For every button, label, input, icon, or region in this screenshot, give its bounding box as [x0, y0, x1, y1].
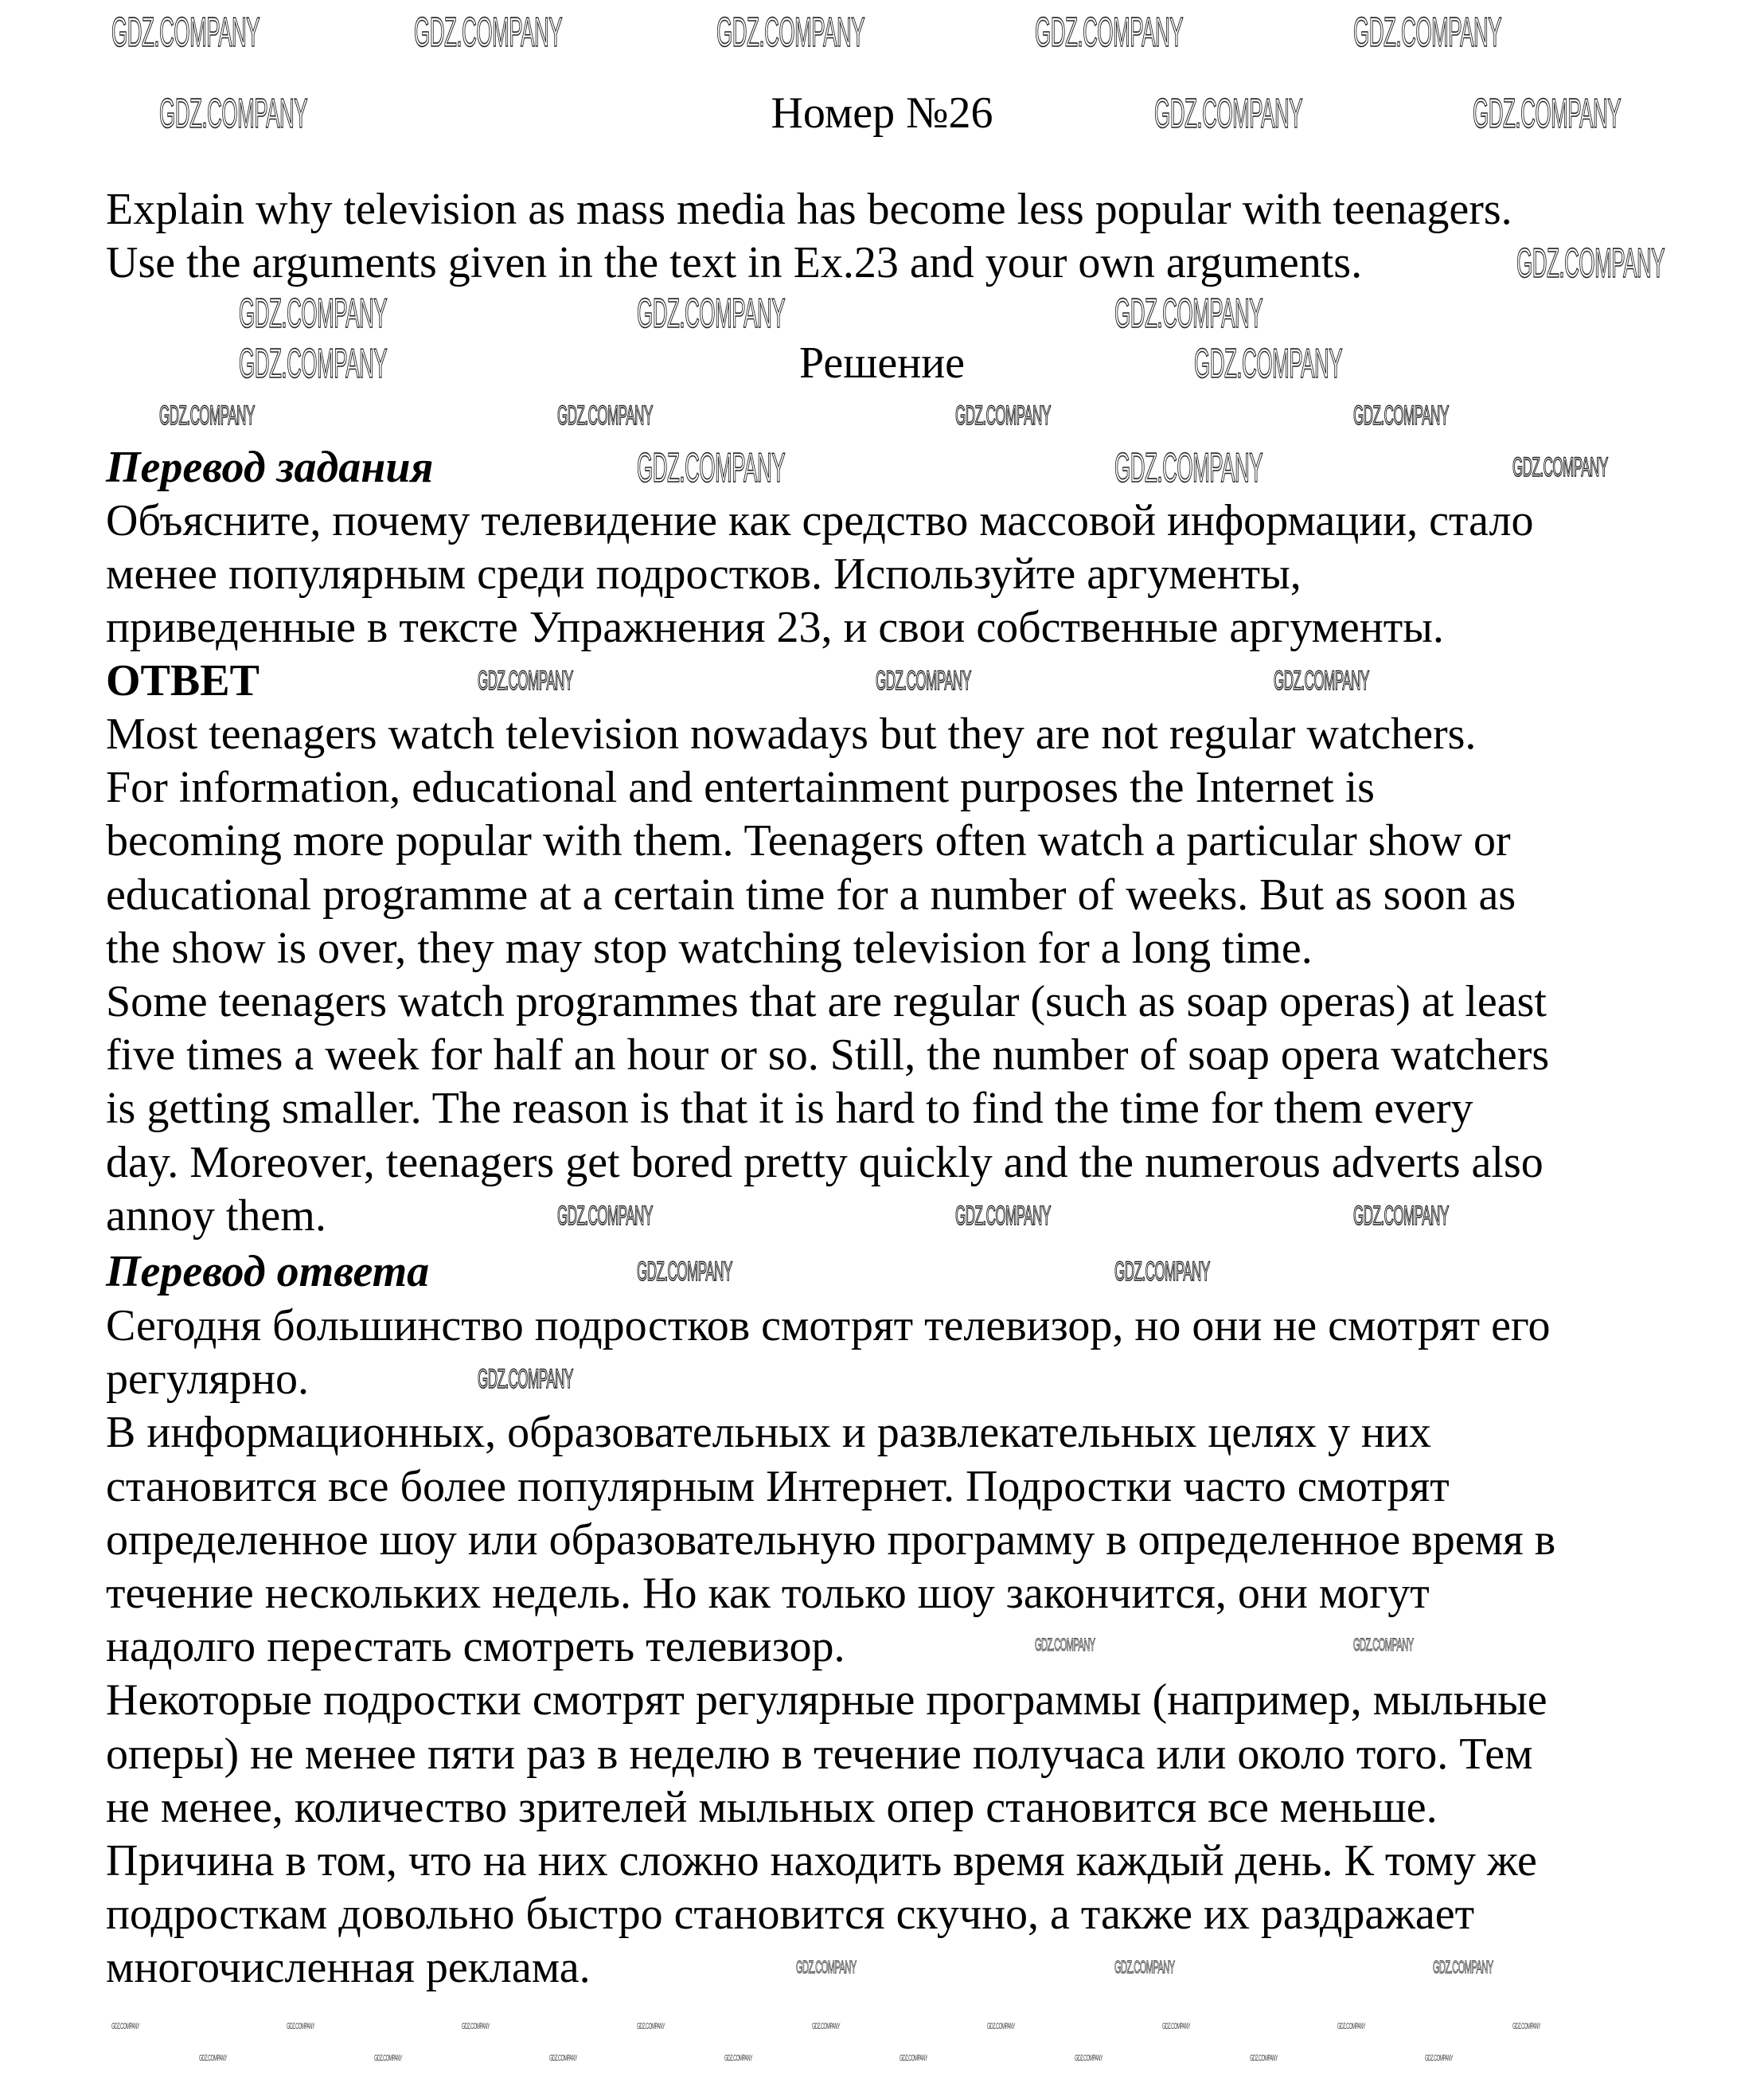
watermark: GDZ.COMPANY: [812, 2022, 841, 2031]
watermark: GDZ.COMPANY: [796, 1957, 857, 1977]
task-translation-heading: Перевод задания: [106, 443, 434, 492]
watermark: GDZ.COMPANY: [1114, 1957, 1175, 1977]
watermark: GDZ.COMPANY: [199, 2054, 228, 2063]
watermark: GDZ.COMPANY: [637, 2022, 665, 2031]
watermark: GDZ.COMPANY: [1114, 445, 1263, 491]
task-line: Explain why television as mass media has become less popular with teenagers.: [106, 185, 1512, 234]
answer-line: becoming more popular with them. Teenagers often watch a particular show or: [106, 816, 1511, 866]
watermark: GDZ.COMPANY: [1512, 452, 1608, 483]
watermark: GDZ.COMPANY: [287, 2022, 315, 2031]
watermark: GDZ.COMPANY: [1353, 1635, 1414, 1655]
watermark: GDZ.COMPANY: [1114, 291, 1263, 337]
watermark: GDZ.COMPANY: [239, 291, 388, 337]
task-translation-line: приведенные в тексте Упражнения 23, и свои собственные аргументы.: [106, 603, 1444, 653]
answer-line: Most teenagers watch television nowadays but they are not regular watchers.: [106, 709, 1477, 759]
watermark: GDZ.COMPANY: [724, 2054, 753, 2063]
watermark: GDZ.COMPANY: [876, 666, 971, 696]
watermark: GDZ.COMPANY: [478, 1364, 573, 1394]
watermark: GDZ.COMPANY: [414, 10, 563, 56]
answer-translation-line: надолго перестать смотреть телевизор.: [106, 1622, 845, 1672]
answer-translation-line: В информационных, образовательных и развлекательных целях у них: [106, 1408, 1431, 1458]
watermark: GDZ.COMPANY: [374, 2054, 403, 2063]
watermark: GDZ.COMPANY: [1337, 2022, 1366, 2031]
watermark: GDZ.COMPANY: [239, 341, 388, 387]
watermark: GDZ.COMPANY: [955, 1201, 1051, 1231]
watermark: GDZ.COMPANY: [1162, 2022, 1191, 2031]
watermark: GDZ.COMPANY: [637, 445, 786, 491]
watermark: GDZ.COMPANY: [637, 1256, 732, 1287]
answer-translation-line: течение нескольких недель. Но как только шоу закончится, они могут: [106, 1569, 1430, 1618]
watermark: GDZ.COMPANY: [1194, 341, 1343, 387]
answer-line: annoy them.: [106, 1190, 326, 1241]
answer-line: educational programme at a certain time for a number of weeks. But as soon as: [106, 870, 1516, 920]
task-translation-line: Объясните, почему телевидение как средство массовой информации, стало: [106, 496, 1534, 545]
answer-translation-line: определенное шоу или образовательную программу в определенное время в: [106, 1514, 1556, 1565]
watermark: GDZ.COMPANY: [557, 401, 653, 431]
page-title: Номер №26: [771, 88, 993, 138]
watermark: GDZ.COMPANY: [159, 401, 255, 431]
watermark: GDZ.COMPANY: [159, 91, 308, 137]
answer-line: the show is over, they may stop watching television for a long time.: [106, 923, 1313, 973]
watermark: GDZ.COMPANY: [1035, 10, 1184, 56]
answer-translation-heading: Перевод ответа: [106, 1247, 430, 1296]
watermark: GDZ.COMPANY: [1114, 1256, 1210, 1287]
answer-line: Some teenagers watch programmes that are regular (such as soap operas) at least: [106, 977, 1547, 1026]
watermark: GDZ.COMPANY: [1250, 2054, 1278, 2063]
solution-heading: Решение: [798, 338, 966, 388]
answer-translation-line: оперы) не менее пяти раз в неделю в течение получаса или около того. Тем: [106, 1729, 1533, 1779]
watermark: GDZ.COMPANY: [716, 10, 865, 56]
answer-translation-line: становится все более популярным Интернет. Подростки часто смотрят: [106, 1461, 1450, 1511]
answer-translation-line: Некоторые подростки смотрят регулярные программы (например, мыльные: [106, 1675, 1547, 1725]
watermark: GDZ.COMPANY: [955, 401, 1051, 431]
answer-translation-line: регулярно.: [106, 1354, 310, 1405]
watermark: GDZ.COMPANY: [478, 666, 573, 696]
watermark: GDZ.COMPANY: [549, 2054, 578, 2063]
watermark: GDZ.COMPANY: [111, 2022, 140, 2031]
watermark: GDZ.COMPANY: [1154, 91, 1303, 137]
watermark: GDZ.COMPANY: [1512, 2022, 1541, 2031]
watermark: GDZ.COMPANY: [1473, 91, 1622, 137]
answer-line: For information, educational and entertainment purposes the Internet is: [106, 763, 1375, 813]
answer-translation-line: Причина в том, что на них сложно находить время каждый день. К тому же: [106, 1836, 1537, 1886]
answer-translation-line: Сегодня большинство подростков смотрят телевизор, но они не смотрят его: [106, 1301, 1551, 1350]
answer-translation-line: не менее, количество зрителей мыльных опер становится все меньше.: [106, 1782, 1438, 1832]
watermark: GDZ.COMPANY: [1516, 240, 1665, 287]
watermark: GDZ.COMPANY: [1075, 2054, 1103, 2063]
answer-translation-line: многочисленная реклама.: [106, 1943, 591, 1993]
watermark: GDZ.COMPANY: [1274, 666, 1369, 696]
task-translation-line: менее популярным среди подростков. Используйте аргументы,: [106, 549, 1302, 600]
watermark: GDZ.COMPANY: [637, 291, 786, 337]
watermark: GDZ.COMPANY: [900, 2054, 928, 2063]
watermark: GDZ.COMPANY: [1353, 1201, 1449, 1231]
watermark: GDZ.COMPANY: [1035, 1635, 1095, 1655]
watermark: GDZ.COMPANY: [987, 2022, 1016, 2031]
watermark: GDZ.COMPANY: [1353, 10, 1502, 56]
answer-line: day. Moreover, teenagers get bored pretty quickly and the numerous adverts also: [106, 1137, 1544, 1187]
answer-translation-line: подросткам довольно быстро становится скучно, а также их раздражает: [106, 1890, 1475, 1940]
answer-line: is getting smaller. The reason is that it is hard to find the time for them every: [106, 1084, 1473, 1134]
answer-heading: ОТВЕТ: [106, 656, 260, 705]
watermark: GDZ.COMPANY: [557, 1201, 653, 1231]
watermark: GDZ.COMPANY: [1353, 401, 1449, 431]
task-line: Use the arguments given in the text in Ex.23 and your own arguments.: [106, 238, 1363, 287]
watermark: GDZ.COMPANY: [1425, 2054, 1454, 2063]
watermark: GDZ.COMPANY: [1433, 1957, 1493, 1977]
watermark: GDZ.COMPANY: [111, 10, 260, 56]
answer-line: five times a week for half an hour or so. Still, the number of soap opera watchers: [106, 1030, 1550, 1081]
watermark: GDZ.COMPANY: [462, 2022, 490, 2031]
